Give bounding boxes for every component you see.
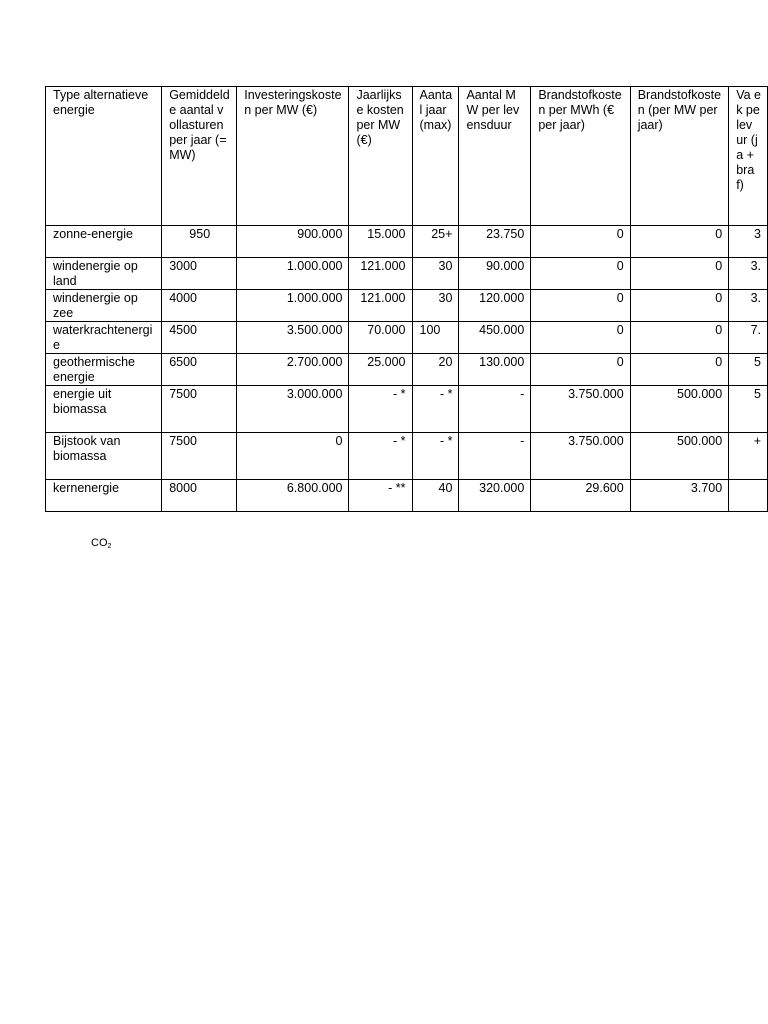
table-row <box>46 386 768 433</box>
co2-label <box>91 536 111 554</box>
cell-mw-levensduur: 450.000 <box>459 322 531 354</box>
cell-vollasturen: 950 <box>162 226 237 258</box>
cell-investering: 2.700.000 <box>237 354 349 386</box>
header-brandstof-mwh: Brandstofkosten per MWh (€ per jaar) <box>531 87 630 226</box>
cell-brandstof-mwh: 29.600 <box>531 480 630 512</box>
energy-table-container <box>45 86 768 512</box>
cell-laatste: 7. <box>729 322 768 354</box>
cell-brandstof-mw: 500.000 <box>630 433 729 480</box>
cell-mw-levensduur: - <box>459 433 531 480</box>
header-aantal-jaar: Aantal jaar (max) <box>412 87 459 226</box>
cell-brandstof-mw: 0 <box>630 258 729 290</box>
cell-mw-levensduur: 130.000 <box>459 354 531 386</box>
cell-jaarlijks: - * <box>349 433 412 480</box>
header-laatste-kolom: Va e k pe lev ur (ja + bra f) <box>729 87 768 226</box>
cell-jaar: 25+ <box>412 226 459 258</box>
cell-laatste: 3. <box>729 258 768 290</box>
cell-laatste: 3 <box>729 226 768 258</box>
cell-jaar: - * <box>412 386 459 433</box>
cell-investering: 0 <box>237 433 349 480</box>
cell-investering: 1.000.000 <box>237 258 349 290</box>
cell-type: waterkrachtenergie <box>46 322 162 354</box>
header-vollasturen: Gemiddelde aantal vollasturen per jaar (=MW) <box>162 87 237 226</box>
cell-laatste: 3. <box>729 290 768 322</box>
cell-jaar: 30 <box>412 258 459 290</box>
cell-jaarlijks: 25.000 <box>349 354 412 386</box>
cell-vollasturen: 8000 <box>162 480 237 512</box>
cell-investering: 3.500.000 <box>237 322 349 354</box>
cell-jaarlijks: - ** <box>349 480 412 512</box>
cell-type: energie uit biomassa <box>46 386 162 433</box>
cell-type: Bijstook van biomassa <box>46 433 162 480</box>
cell-type: zonne-energie <box>46 226 162 258</box>
cell-vollasturen: 7500 <box>162 386 237 433</box>
cell-brandstof-mw: 500.000 <box>630 386 729 433</box>
cell-jaar: - * <box>412 433 459 480</box>
cell-brandstof-mw: 0 <box>630 290 729 322</box>
cell-laatste <box>729 480 768 512</box>
cell-mw-levensduur: 120.000 <box>459 290 531 322</box>
cell-jaar: 100 <box>412 322 459 354</box>
cell-jaarlijks: - * <box>349 386 412 433</box>
table-row <box>46 258 768 290</box>
table-row <box>46 354 768 386</box>
cell-jaarlijks: 121.000 <box>349 290 412 322</box>
cell-investering: 6.800.000 <box>237 480 349 512</box>
cell-brandstof-mw: 0 <box>630 354 729 386</box>
cell-investering: 1.000.000 <box>237 290 349 322</box>
table-row <box>46 433 768 480</box>
cell-vollasturen: 6500 <box>162 354 237 386</box>
cell-jaar: 20 <box>412 354 459 386</box>
co2-base: CO <box>91 537 108 549</box>
cell-jaar: 40 <box>412 480 459 512</box>
cell-mw-levensduur: 320.000 <box>459 480 531 512</box>
header-jaarlijkse-kosten: Jaarlijkse kosten per MW (€) <box>349 87 412 226</box>
cell-type: kernenergie <box>46 480 162 512</box>
cell-laatste: + <box>729 433 768 480</box>
cell-vollasturen: 3000 <box>162 258 237 290</box>
cell-jaarlijks: 15.000 <box>349 226 412 258</box>
cell-type: geothermische energie <box>46 354 162 386</box>
cell-brandstof-mwh: 0 <box>531 322 630 354</box>
header-brandstof-mw: Brandstofkosten (per MW per jaar) <box>630 87 729 226</box>
energy-cost-table <box>45 86 768 512</box>
header-investering: Investeringskosten per MW (€) <box>237 87 349 226</box>
cell-laatste: 5 <box>729 386 768 433</box>
cell-brandstof-mwh: 0 <box>531 258 630 290</box>
table-row <box>46 480 768 512</box>
cell-laatste: 5 <box>729 354 768 386</box>
cell-brandstof-mwh: 0 <box>531 354 630 386</box>
table-row <box>46 290 768 322</box>
table-row <box>46 226 768 258</box>
table-row <box>46 322 768 354</box>
cell-investering: 3.000.000 <box>237 386 349 433</box>
cell-brandstof-mwh: 3.750.000 <box>531 433 630 480</box>
cell-mw-levensduur: 90.000 <box>459 258 531 290</box>
header-mw-levensduur: Aantal MW per levensduur <box>459 87 531 226</box>
cell-brandstof-mwh: 3.750.000 <box>531 386 630 433</box>
cell-brandstof-mw: 0 <box>630 322 729 354</box>
cell-brandstof-mwh: 0 <box>531 226 630 258</box>
cell-type: windenergie op zee <box>46 290 162 322</box>
cell-brandstof-mw: 3.700 <box>630 480 729 512</box>
cell-vollasturen: 7500 <box>162 433 237 480</box>
header-type: Type alternatieve energie <box>46 87 162 226</box>
cell-type: windenergie op land <box>46 258 162 290</box>
cell-vollasturen: 4500 <box>162 322 237 354</box>
cell-brandstof-mw: 0 <box>630 226 729 258</box>
cell-jaarlijks: 70.000 <box>349 322 412 354</box>
table-header-row <box>46 87 768 226</box>
cell-mw-levensduur: - <box>459 386 531 433</box>
cell-investering: 900.000 <box>237 226 349 258</box>
cell-brandstof-mwh: 0 <box>531 290 630 322</box>
cell-jaarlijks: 121.000 <box>349 258 412 290</box>
cell-jaar: 30 <box>412 290 459 322</box>
co2-subscript: 2 <box>107 543 112 550</box>
cell-vollasturen: 4000 <box>162 290 237 322</box>
cell-mw-levensduur: 23.750 <box>459 226 531 258</box>
